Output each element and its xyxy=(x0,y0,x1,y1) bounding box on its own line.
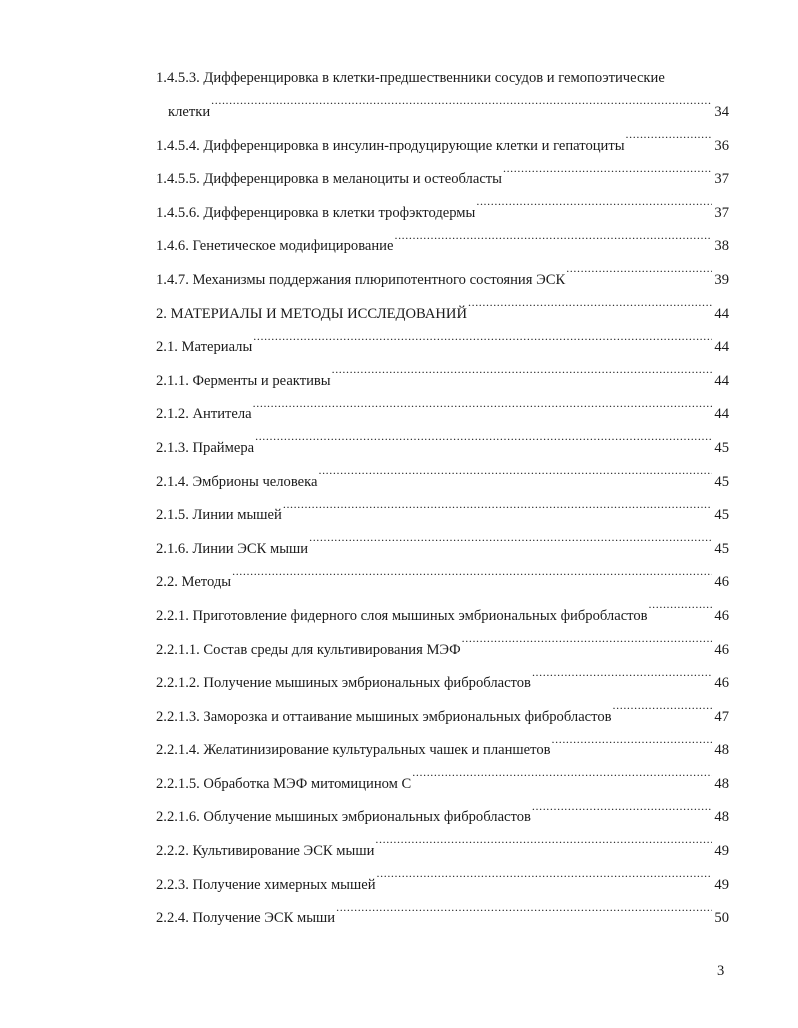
toc-entry xyxy=(156,432,729,466)
toc-entry-page: 44 xyxy=(714,372,729,389)
toc-entry-title: 2.2.1.3. Заморозка и оттаивание мышиных эмбриональных фибробластов xyxy=(156,708,612,725)
toc-entry-title: 2.2.1. Приготовление фидерного слоя мышиных эмбриональных фибробластов xyxy=(156,607,648,624)
toc-entry-title: 2. МАТЕРИАЛЫ И МЕТОДЫ ИССЛЕДОВАНИЙ xyxy=(156,305,467,322)
toc-entry-page: 45 xyxy=(714,507,729,524)
toc-entry xyxy=(156,230,729,264)
toc-entry-page: 39 xyxy=(714,271,729,288)
toc-entry-title: 2.2. Методы xyxy=(156,574,232,591)
toc-entry xyxy=(156,499,729,533)
toc-entry-page: 45 xyxy=(714,473,729,490)
toc-entry xyxy=(156,667,729,701)
toc-entry xyxy=(156,869,729,903)
dot-leader xyxy=(532,807,712,822)
dot-leader xyxy=(253,337,712,352)
toc-entry xyxy=(156,264,729,298)
toc-entry xyxy=(156,801,729,835)
dot-leader xyxy=(255,437,712,452)
toc-entry-title: 2.2.1.1. Состав среды для культивирования МЭФ xyxy=(156,641,461,658)
toc-entry xyxy=(156,466,729,500)
toc-entry-page: 50 xyxy=(714,910,729,927)
dot-leader xyxy=(476,202,712,217)
toc-entry xyxy=(156,768,729,802)
toc-entry-page: 34 xyxy=(714,104,729,120)
dot-leader xyxy=(566,269,712,284)
toc-entry-title: 2.2.3. Получение химерных мышей xyxy=(156,876,376,893)
toc-entry-title: 2.2.4. Получение ЭСК мыши xyxy=(156,910,336,927)
dot-leader xyxy=(309,538,712,553)
toc-entry-title: 1.4.5.4. Дифференцировка в инсулин-продуцирующие клетки и гепатоциты xyxy=(156,137,625,154)
toc-entry-title: 2.2.1.2. Получение мышиных эмбриональных фибробластов xyxy=(156,675,531,692)
toc-entry-page: 37 xyxy=(714,204,729,221)
dot-leader xyxy=(532,673,712,688)
toc-entry-title: 2.2.2. Культивирование ЭСК мыши xyxy=(156,843,375,860)
toc-entry-page: 46 xyxy=(714,675,729,692)
toc-entry-title: 2.2.1.5. Обработка МЭФ митомицином С xyxy=(156,775,412,792)
dot-leader xyxy=(211,101,712,116)
toc-entry-title: 1.4.7. Механизмы поддержания плюрипотентного состояния ЭСК xyxy=(156,271,566,288)
toc-entry xyxy=(156,398,729,432)
toc-entry xyxy=(156,902,729,936)
toc-entry xyxy=(156,533,729,567)
toc-entry xyxy=(156,62,729,96)
toc-entry-title: 1.4.5.3. Дифференцировка в клетки-предшественники сосудов и гемопоэтические xyxy=(156,70,665,86)
toc-entry-title: 2.2.1.4. Желатинизирование культуральных чашек и планшетов xyxy=(156,742,551,759)
toc-entry-page: 46 xyxy=(714,607,729,624)
toc-entry-title: 2.1. Материалы xyxy=(156,339,253,356)
toc-entry-title: 2.1.4. Эмбрионы человека xyxy=(156,473,318,490)
toc-entry xyxy=(156,331,729,365)
toc-entry-page: 47 xyxy=(714,708,729,725)
toc-entry xyxy=(156,701,729,735)
toc-entry-page: 46 xyxy=(714,574,729,591)
toc-entry xyxy=(156,197,729,231)
toc-entry xyxy=(156,298,729,332)
dot-leader xyxy=(253,404,712,419)
page-number: 3 xyxy=(717,963,725,979)
dot-leader xyxy=(375,840,712,855)
toc-entry-page: 44 xyxy=(714,406,729,423)
toc-entry xyxy=(156,600,729,634)
toc-entry-title: 2.1.6. Линии ЭСК мыши xyxy=(156,540,309,557)
dot-leader xyxy=(462,639,712,654)
dot-leader xyxy=(412,773,712,788)
dot-leader xyxy=(283,505,712,520)
toc-entry xyxy=(156,835,729,869)
toc-entry-page: 37 xyxy=(714,171,729,188)
dot-leader xyxy=(232,572,712,587)
dot-leader xyxy=(468,303,712,318)
dot-leader xyxy=(552,740,712,755)
toc-entry-page: 44 xyxy=(714,339,729,356)
toc-entry xyxy=(156,365,729,399)
toc-entry-title: 1.4.6. Генетическое модифицирование xyxy=(156,238,394,255)
dot-leader xyxy=(318,471,712,486)
toc-entry-title: клетки xyxy=(168,104,211,120)
toc-entry-page: 45 xyxy=(714,439,729,456)
toc-entry-title: 1.4.5.6. Дифференцировка в клетки трофэктодермы xyxy=(156,204,476,221)
toc-entry-page: 49 xyxy=(714,876,729,893)
table-of-contents xyxy=(156,62,729,936)
toc-entry-page: 48 xyxy=(714,775,729,792)
toc-entry xyxy=(156,634,729,668)
toc-entry-page: 36 xyxy=(714,137,729,154)
dot-leader xyxy=(394,236,712,251)
dot-leader xyxy=(649,605,712,620)
dot-leader xyxy=(626,135,712,150)
toc-entry-title: 2.2.1.6. Облучение мышиных эмбриональных фибробластов xyxy=(156,809,531,826)
toc-entry-page: 38 xyxy=(714,238,729,255)
toc-entry xyxy=(156,163,729,197)
dot-leader xyxy=(377,874,712,889)
toc-entry-page: 48 xyxy=(714,742,729,759)
dot-leader xyxy=(503,169,712,184)
toc-entry-title: 2.1.2. Антитела xyxy=(156,406,252,423)
toc-entry-page: 48 xyxy=(714,809,729,826)
toc-entry-page: 44 xyxy=(714,305,729,322)
toc-entry-page: 45 xyxy=(714,540,729,557)
toc-entry-page: 46 xyxy=(714,641,729,658)
dot-leader xyxy=(336,908,712,923)
dot-leader xyxy=(613,706,712,721)
toc-entry xyxy=(156,734,729,768)
dot-leader xyxy=(332,370,712,385)
toc-entry-title: 2.1.3. Праймера xyxy=(156,439,255,456)
toc-entry xyxy=(156,130,729,164)
toc-entry-title: 2.1.1. Ферменты и реактивы xyxy=(156,372,331,389)
toc-entry xyxy=(156,96,729,130)
toc-entry-title: 1.4.5.5. Дифференцировка в меланоциты и остеобласты xyxy=(156,171,502,188)
toc-entry xyxy=(156,566,729,600)
toc-entry-title: 2.1.5. Линии мышей xyxy=(156,507,282,524)
toc-entry-page: 49 xyxy=(714,843,729,860)
